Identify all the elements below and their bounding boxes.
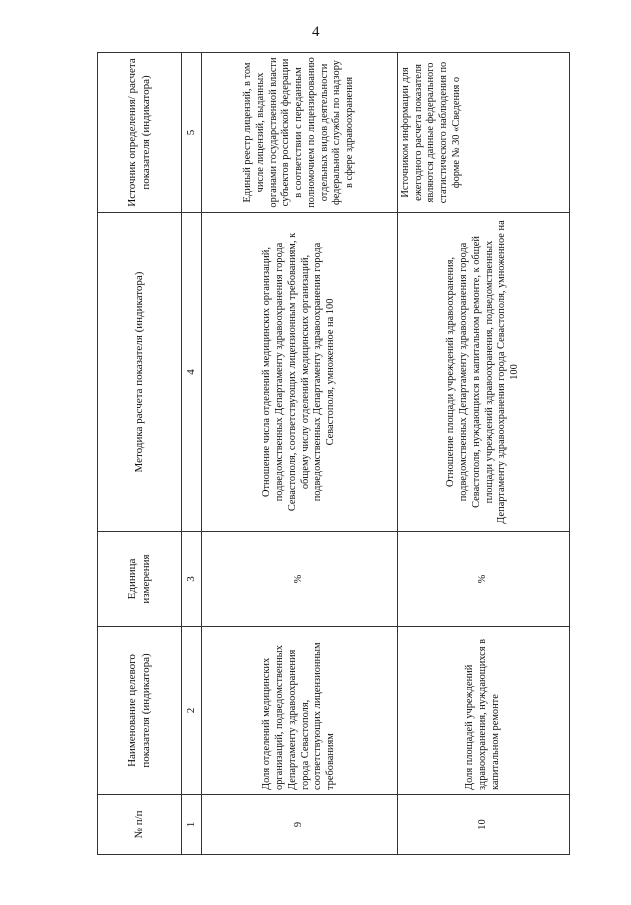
indicator-name: Доля отделений медицинских организаций, подведомственных Департаменту здравоохранения города Севастополя, соответствующих лицензионным требованиям <box>202 627 398 795</box>
table-row <box>202 53 398 855</box>
indicator-name: Доля площадей учреждений здравоохранения, нуждающихся в капитальном ремонте <box>398 627 570 795</box>
unit: % <box>398 532 570 627</box>
header-unit: Единица измерения <box>98 532 182 627</box>
page-number: 4 <box>312 24 320 40</box>
header-row <box>98 53 182 855</box>
column-number-row <box>182 53 202 855</box>
unit: % <box>202 532 398 627</box>
rotated-table-container <box>97 53 569 855</box>
column-number: 2 <box>182 627 202 795</box>
header-indicator-name: Наименование целевого показателя (индикатора) <box>98 627 182 795</box>
method: Отношение площади учреждений здравоохранения, подведомственных Департаменту здравоохранения города Севастополя, нуждающихся в капитальном ремонте, к общей площади учреждений здравоохранения, подведомственных Департаменту здравоохранения города Севастополя, умноженное на 100 <box>398 213 570 532</box>
indicators-table <box>97 52 570 855</box>
column-number: 4 <box>182 213 202 532</box>
column-number: 3 <box>182 532 202 627</box>
column-number: 5 <box>182 53 202 213</box>
method: Отношение числа отделений медицинских организаций, подведомственных Департаменту здравоохранения города Севастополя, соответствующих лицензионным требованиям, к общему числу отделений медицинских организаций, подведомственных Департаменту здравоохранения города Севастополя, умноженное на 100 <box>202 213 398 532</box>
column-number: 1 <box>182 795 202 855</box>
row-number: 10 <box>398 795 570 855</box>
source: Источником информации для ежегодного расчета показателя являются данные федерального статистического наблюдения по форме № 30 «Сведения о <box>398 53 570 213</box>
header-number: № п/п <box>98 795 182 855</box>
header-method: Методика расчета показателя (индикатора) <box>98 213 182 532</box>
header-source: Источник определения/ расчета показателя (индикатора) <box>98 53 182 213</box>
table-row <box>398 53 570 855</box>
source: Единый реестр лицензий, в том числе лицензий, выданных органами государственной власти субъектов российской федерации в соответствии с переданным полномочием по лицензированию отдельных видов деятельности федеральной службы по надзору в сфере здравоохранения <box>202 53 398 213</box>
row-number: 9 <box>202 795 398 855</box>
